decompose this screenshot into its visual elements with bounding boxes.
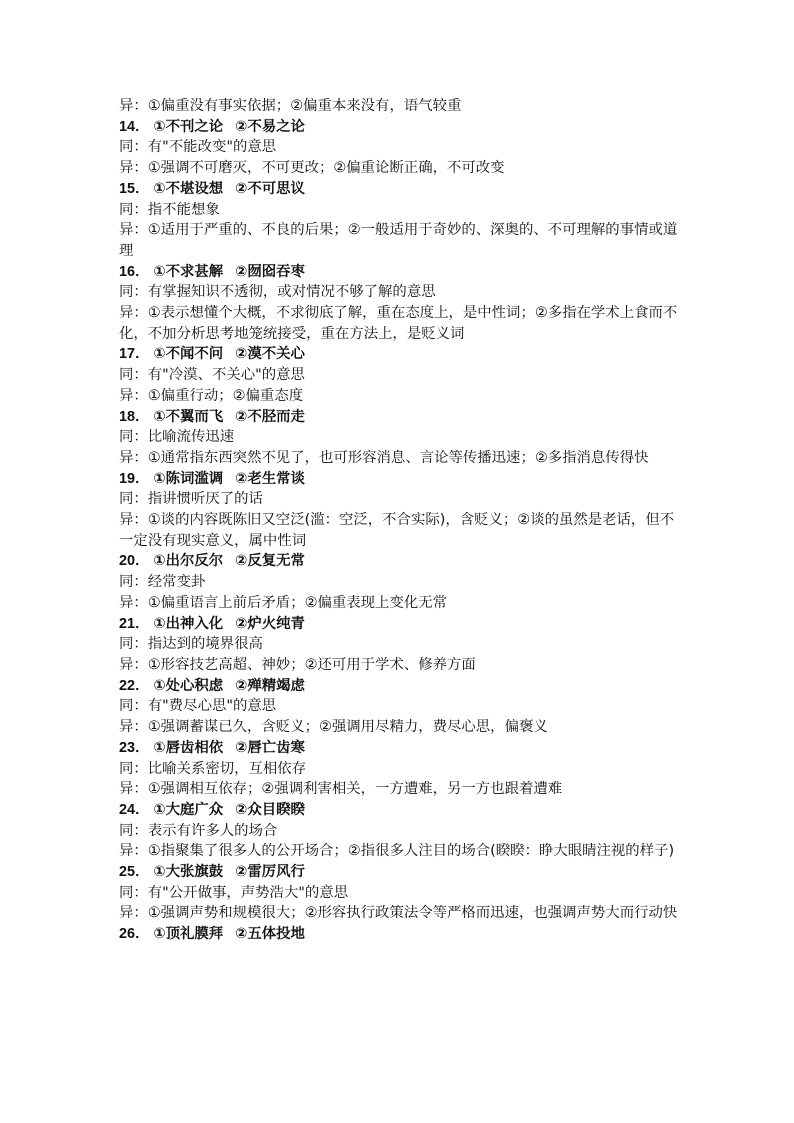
idiom-b: ②唇亡齿寒	[235, 739, 305, 756]
entry-heading	[119, 344, 679, 365]
idiom-b: ②殚精竭虑	[235, 677, 305, 694]
document-body	[119, 96, 679, 945]
difference-line: 异：①偏重行动；②偏重态度	[119, 387, 304, 404]
idiom-b: ②炉火纯青	[235, 615, 305, 632]
idiom-a: ①不堪设想	[153, 180, 224, 197]
idiom-b: ②不可思议	[235, 180, 305, 197]
similarity-line: 同：有"不能改变"的意思	[119, 139, 277, 156]
idiom-b: ②老生常谈	[235, 470, 305, 487]
entry-heading	[119, 117, 679, 138]
entry-number: 15．	[119, 180, 150, 197]
difference-line: 异：①强调声势和规模很大；②形容执行政策法令等严格而迅速，也强调声势大而行动快	[119, 905, 678, 922]
entry-heading	[119, 800, 679, 821]
idiom-a: ①顶礼膜拜	[153, 926, 224, 943]
idiom-a: ①大张旗鼓	[153, 864, 224, 881]
difference-line: 异：①强调相互依存；②强调利害相关，一方遭难，另一方也跟着遭难	[119, 781, 563, 798]
difference-line: 异：①强调不可磨灭，不可更改；②偏重论断正确，不可改变	[119, 160, 505, 177]
entry-heading	[119, 614, 679, 635]
idiom-b: ②五体投地	[235, 926, 305, 943]
entry-number: 24．	[119, 801, 150, 818]
idiom-a: ①不翼而飞	[153, 408, 224, 425]
difference-line: 异：①适用于严重的、不良的后果；②一般适用于奇妙的、深奥的、不可理解的事情或道理	[119, 222, 678, 259]
difference-line: 异：①谈的内容既陈旧又空泛(滥：空泛，不合实际)，含贬义；②谈的虽然是老话，但不一定没有现实意义，属中性词	[119, 512, 675, 549]
entry-number: 17．	[119, 346, 150, 363]
idiom-a: ①处心积虑	[153, 677, 224, 694]
similarity-line: 同：表示有许多人的场合	[119, 822, 278, 839]
entry-number: 14．	[119, 118, 150, 135]
entry-heading	[119, 676, 679, 697]
idiom-b: ②众目睽睽	[235, 801, 305, 818]
idiom-b: ②雷厉风行	[235, 864, 305, 881]
idiom-a: ①出神入化	[153, 615, 224, 632]
entry-number: 20．	[119, 553, 150, 570]
idiom-b: ②囫囵吞枣	[235, 263, 305, 280]
similarity-line: 同：比喻流传迅速	[119, 429, 235, 446]
difference-line: 异：①形容技艺高超、神妙；②还可用于学术、修养方面	[119, 656, 476, 673]
entry-number: 25．	[119, 864, 150, 881]
entry-heading	[119, 924, 679, 945]
idiom-a: ①出尔反尔	[153, 553, 224, 570]
entry-number: 21．	[119, 615, 150, 632]
similarity-line: 同：有掌握知识不透彻，或对情况不够了解的意思	[119, 284, 436, 301]
idiom-b: ②漠不关心	[235, 346, 305, 363]
difference-line: 异：①偏重没有事实依据；②偏重本来没有，语气较重	[119, 98, 462, 114]
entry-number: 26．	[119, 926, 150, 943]
idiom-b: ②不胫而走	[235, 408, 305, 425]
idiom-a: ①大庭广众	[153, 801, 224, 818]
idiom-a: ①不刊之论	[153, 118, 224, 135]
difference-line: 异：①表示想懂个大概，不求彻底了解，重在态度上，是中性词；②多指在学术上食而不化，不加分析思考地笼统接受，重在方法上，是贬义词	[119, 305, 678, 342]
similarity-line: 同：有"冷漠、不关心"的意思	[119, 367, 305, 384]
similarity-line: 同：指讲惯听厌了的话	[119, 491, 263, 508]
similarity-line: 同：指达到的境界很高	[119, 636, 263, 653]
entry-heading	[119, 179, 679, 200]
entry-heading	[119, 551, 679, 572]
similarity-line: 同：有"费尽心思"的意思	[119, 698, 277, 715]
idiom-b: ②反复无常	[235, 553, 305, 570]
similarity-line: 同：比喻关系密切，互相依存	[119, 760, 307, 777]
idiom-a: ①不闻不问	[153, 346, 224, 363]
entry-heading	[119, 738, 679, 759]
similarity-line: 同：经常变卦	[119, 574, 206, 591]
difference-line: 异：①强调蓄谋已久，含贬义；②强调用尽精力，费尽心思，偏褒义	[119, 719, 548, 736]
entry-number: 23．	[119, 739, 150, 756]
difference-line: 异：①偏重语言上前后矛盾；②偏重表现上变化无常	[119, 594, 448, 611]
entry-number: 16．	[119, 263, 150, 280]
idiom-a: ①不求甚解	[153, 263, 224, 280]
entry-heading	[119, 469, 679, 490]
difference-line: 异：①通常指东西突然不见了，也可形容消息、言论等传播迅速；②多指消息传得快	[119, 449, 649, 466]
entry-number: 19．	[119, 470, 150, 487]
entry-heading	[119, 262, 679, 283]
similarity-line: 同：指不能想象	[119, 201, 220, 218]
entry-heading	[119, 407, 679, 428]
entry-heading	[119, 862, 679, 883]
similarity-line: 同：有"公开做事，声势浩大"的意思	[119, 884, 349, 901]
entry-number: 22．	[119, 677, 150, 694]
idiom-a: ①陈词滥调	[153, 470, 224, 487]
idiom-a: ①唇齿相依	[153, 739, 224, 756]
idiom-b: ②不易之论	[235, 118, 305, 135]
entry-number: 18．	[119, 408, 150, 425]
difference-line: 异：①指聚集了很多人的公开场合；②指很多人注目的场合(睽睽：睁大眼睛注视的样子)	[119, 843, 675, 860]
